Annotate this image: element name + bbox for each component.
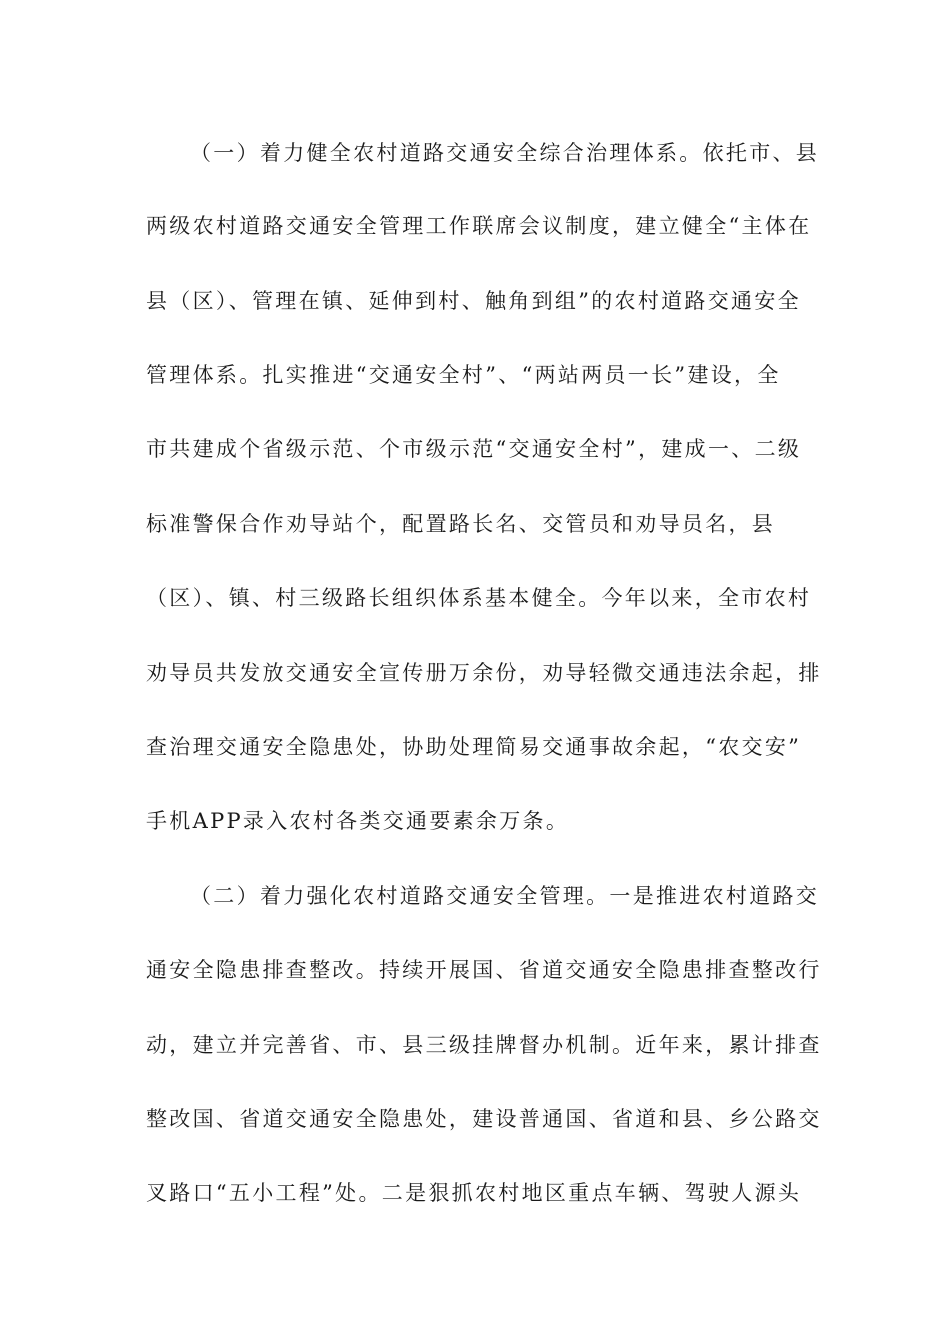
- paragraph-1-line-8: 劝导员共发放交通安全宣传册万余份，劝导轻微交通违法余起，排: [146, 661, 822, 685]
- paragraph-1-line-6: 标准警保合作劝导站个，配置路长名、交管员和劝导员名，县: [146, 512, 776, 536]
- paragraph-1-line-4: 管理体系。扎实推进“交通安全村”、“两站两员一长”建设，全: [146, 363, 781, 387]
- paragraph-1-line-5: 市共建成个省级示范、个市级示范“交通安全村”，建成一、二级: [146, 437, 802, 461]
- paragraph-2-line-4: 整改国、省道交通安全隐患处，建设普通国、省道和县、乡公路交: [146, 1107, 822, 1131]
- paragraph-2-line-3: 动，建立并完善省、市、县三级挂牌督办机制。近年来，累计排查: [146, 1033, 822, 1057]
- paragraph-1-line-7: （区）、镇、村三级路长组织体系基本健全。今年以来，全市农村: [146, 586, 812, 610]
- paragraph-1-line-9: 查治理交通安全隐患处，协助处理简易交通事故余起，“农交安”: [146, 735, 802, 759]
- paragraph-1-line-3: 县（区）、管理在镇、延伸到村、触角到组”的农村道路交通安全: [146, 289, 801, 313]
- paragraph-2-line-2: 通安全隐患排查整改。持续开展国、省道交通安全隐患排查整改行: [146, 958, 822, 982]
- paragraph-1-line-1: （一）着力健全农村道路交通安全综合治理体系。依托市、县: [190, 141, 820, 165]
- paragraph-1-line-2: 两级农村道路交通安全管理工作联席会议制度，建立健全“主体在: [146, 214, 812, 238]
- paragraph-2-line-5: 叉路口“五小工程”处。二是狠抓农村地区重点车辆、驾驶人源头: [146, 1181, 802, 1205]
- paragraph-1-line-10: 手机APP录入农村各类交通要素余万条。: [146, 809, 570, 833]
- paragraph-2-line-1: （二）着力强化农村道路交通安全管理。一是推进农村道路交: [190, 884, 820, 908]
